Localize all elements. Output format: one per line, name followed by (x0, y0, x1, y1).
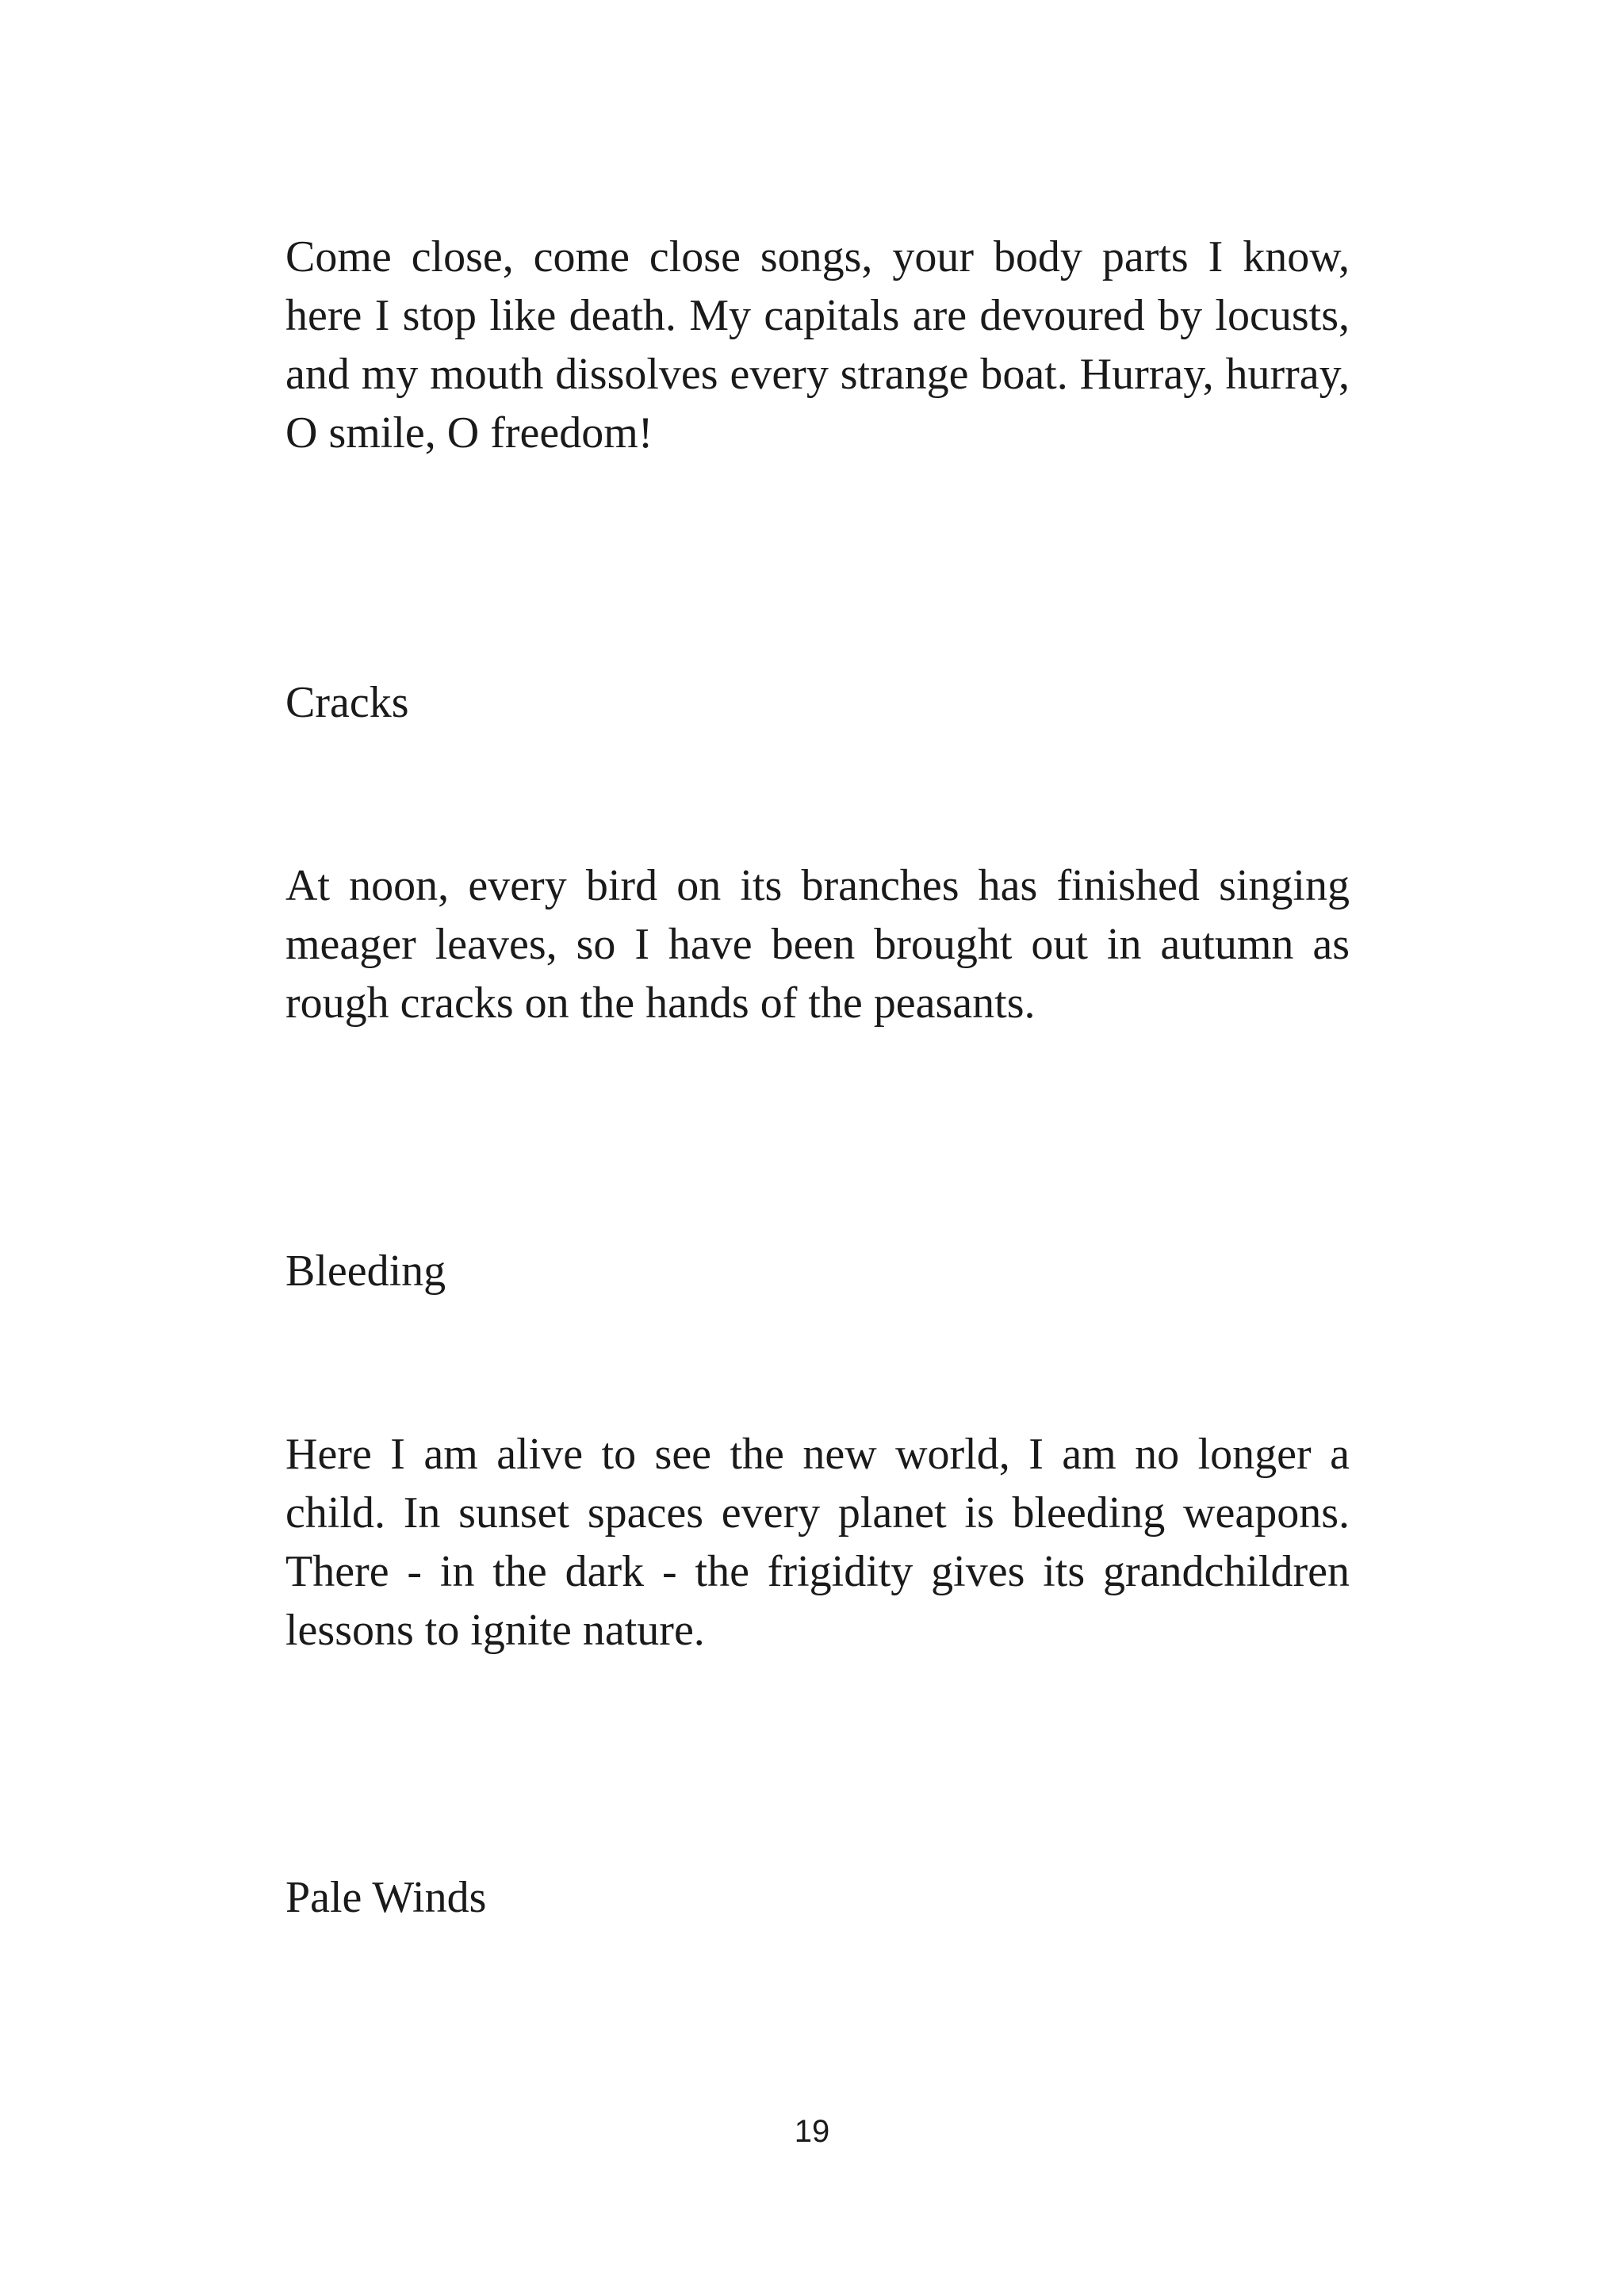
poem-title-cracks: Cracks (285, 678, 409, 727)
poem-paragraph-intro: Come close, come close songs, your body parts I know, here I stop like death. My capitals are devoured by locusts, and my mouth dissolves every strange boat. Hurray, hurray, O smile, O freedom! (285, 232, 1350, 458)
poem-title-bleeding: Bleeding (285, 1247, 446, 1296)
poem-title-pale-winds: Pale Winds (285, 1873, 487, 1922)
poem-paragraph-bleeding: Here I am alive to see the new world, I am no longer a child. In sunset spaces every planet is bleeding weapons. There - in the dark - the frigidity gives its grandchildren lessons to ignite nature. (285, 1430, 1350, 1655)
poem-paragraph-cracks: At noon, every bird on its branches has finished singing meager leaves, so I have been brought out in autumn as rough cracks on the hands of the peasants. (285, 861, 1350, 1028)
page-number: 19 (794, 2114, 830, 2149)
